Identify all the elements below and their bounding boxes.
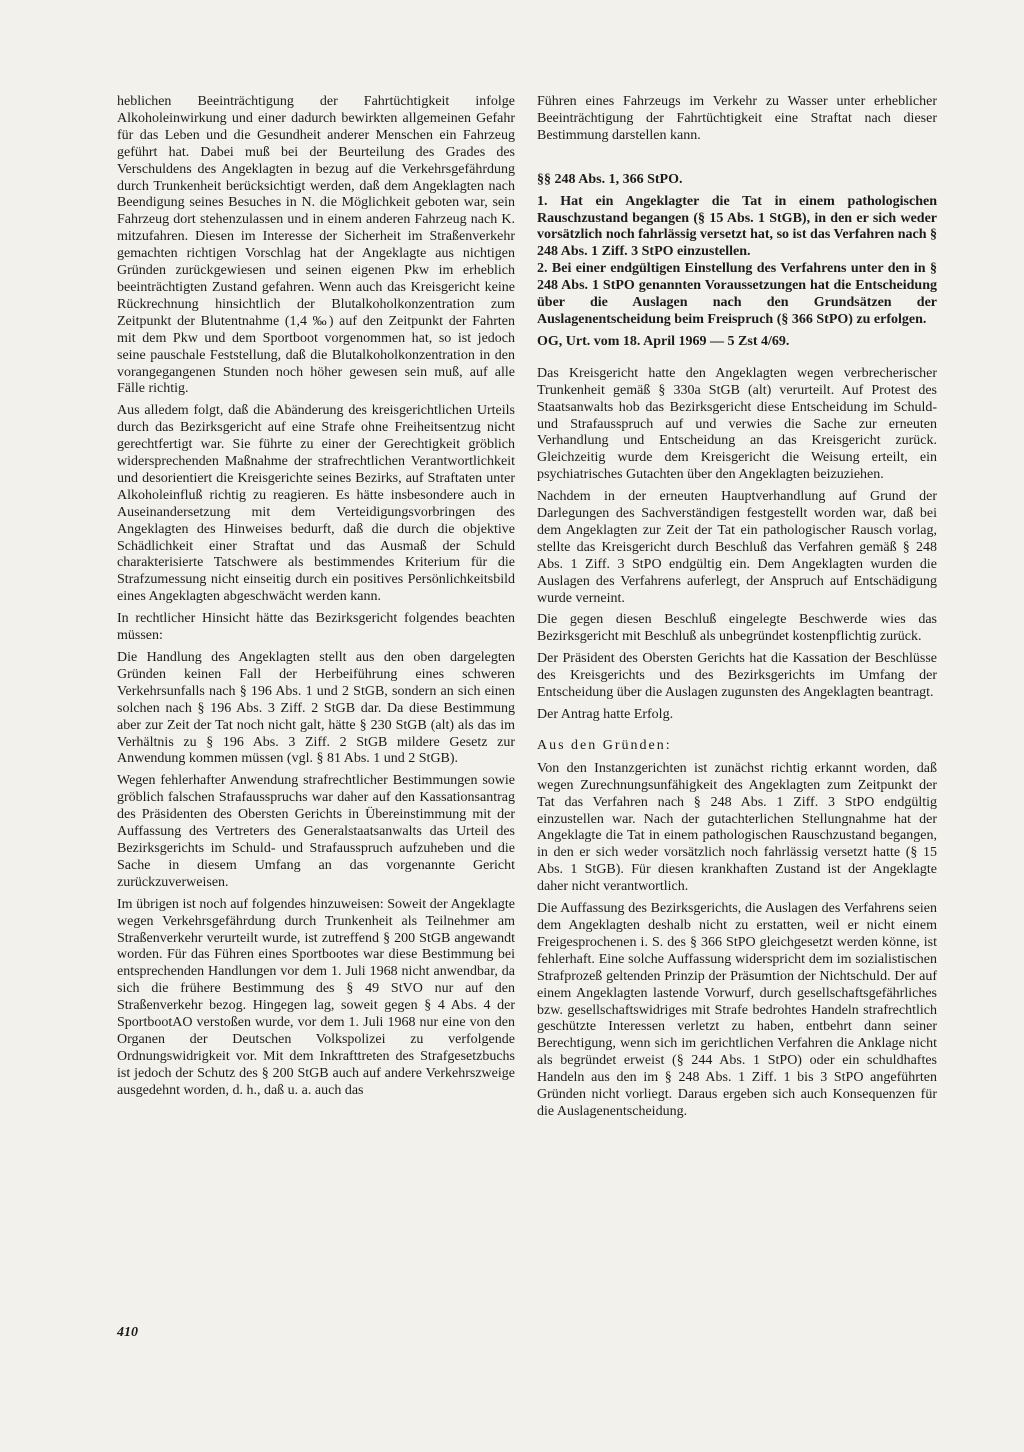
page-number: 410 (117, 1325, 138, 1340)
paragraph: In rechtlicher Hinsicht hätte das Bezirksgericht folgendes beachten müssen: (117, 611, 515, 644)
norm-heading: §§ 248 Abs. 1, 366 StPO. (537, 171, 683, 187)
paragraph: Im übrigen ist noch auf folgendes hinzuweisen: Soweit der Angeklagte wegen Verkehrsgefährdung durch Trunkenheit als Teilnehmer am Straßenverkehr verurteilt wurde, ist zutreffend § 200 StGB angewandt worden. Für das Führen eines Sportbootes war diese Bestimmung bei entsprechenden Handlungen vor dem 1. Juli 1968 nicht anwendbar, da sich die frühere Bestimmung des § 49 StVO nur auf den Straßenverkehr bezog. Hingegen lag, soweit gegen § 4 Abs. 4 der SportbootAO verstoßen wurde, vor dem 1. Juli 1968 nur eine von den Organen der Deutschen Volkspolizei zu verfolgende Ordnungswidrigkeit vor. Mit dem Inkrafttreten des Strafgesetzbuchs ist jedoch der Schutz des § 200 StGB auch auf andere Verkehrszweige ausgedehnt worden, d. h., daß u. a. auch das (117, 896, 515, 1098)
left-column (117, 94, 515, 1105)
reasons-paragraph: Die Auffassung des Bezirksgerichts, die Auslagen des Verfahrens seien dem Angeklagten deshalb nicht zu erstatten, weil er nicht einem Freigesprochenen i. S. des § 366 StPO gleichgesetzt werden könne, ist fehlerhaft. Eine solche Auffassung widerspricht dem im sozialistischen Strafprozeß geltenden Prinzip der Präsumtion der Nichtschuld. Der auf einem Angeklagten lastende Vorwurf, durch gesellschaftsgefährliches bzw. gesellschaftswidriges mit Strafe bedrohtes Handeln strafrechtlich geschützte Interessen verletzt zu haben, entbehrt dann seiner Berechtigung, wenn sich im gerichtlichen Verfahren die Anklage nicht als begründet erweist (§ 244 Abs. 1 StPO) oder ein schuldhaftes Handeln aus den im § 248 Abs. 1 Ziff. 1 bis 3 StPO angeführten Gründen nicht vorliegt. Daraus ergeben sich auch Konsequenzen für die Auslagenentscheidung. (537, 901, 937, 1119)
facts-paragraph: Der Antrag hatte Erfolg. (537, 707, 674, 722)
headnote-1: 1. Hat ein Angeklagter die Tat in einem pathologischen Rauschzustand begangen (§ 15 Abs. 1 StGB), in den er sich weder vorsätzlich noch fahrlässig versetzt hat, so ist das Verfahren nach § 248 Abs. 1 Ziff. 3 StPO einzustellen. (537, 193, 937, 260)
paragraph: heblichen Beeinträchtigung der Fahrtüchtigkeit infolge Alkoholeinwirkung und einer dadurch bewirkten allgemeinen Gefahr für das Leben und die Gesundheit anderer Menschen ein Fahrzeug geführt hat. Dabei muß bei der Beurteilung des Grades des Verschuldens des Angeklagten in bezug auf die Verkehrsgefährdung durch Trunkenheit berücksichtigt werden, daß dem Angeklagten nach Beendigung seines Besuches in N. die Möglichkeit geboten war, sein Fahrzeug dort stehenzulassen und in einem anderen Fahrzeug nach K. mitzufahren. Diesen im Interesse der Sicherheit im Straßenverkehr gemachten richtigen Vorschlag hat der Angeklagte aus nichtigen Gründen zurückgewiesen und seinen eigenen Pkw im erheblich beeinträchtigten Zustand gefahren. Wenn auch das Kreisgericht keine Rückrechnung hinsichtlich der Blutalkoholkonzentration zum Zeitpunkt der Blutentnahme (1,4 ‰) auf den Zeitpunkt der Fahrten mit dem Pkw und dem Sportboot vorgenommen hat, so ist jedoch seine pauschale Feststellung, daß die Blutalkoholkonzentration in den vorangegangenen Stunden noch höher gewesen sein muß, auf alle Fälle richtig. (117, 94, 515, 397)
facts-paragraph: Der Präsident des Obersten Gerichts hat die Kassation der Beschlüsse des Kreisgerichts und des Bezirksgerichts im Umfang der Entscheidung über die Auslagen zugunsten des Angeklagten beantragt. (537, 651, 937, 701)
paragraph: Aus alledem folgt, daß die Abänderung des kreisgerichtlichen Urteils durch das Bezirksgericht auf eine Strafe ohne Freiheitsentzug nicht gerechtfertigt war. Sie führte zu einer der Gerechtigkeit gröblich widersprechenden Maßnahme der strafrechtlichen Verantwortlichkeit und desorientiert die Kreisgerichte seines Bezirks, auf Straftaten unter Alkoholeinfluß richtig zu reagieren. Es hätte insbesondere auch in Auseinandersetzung mit dem Verteidigungsvorbringen des Angeklagten des Hinweises bedurft, daß die durch die objektive Schädlichkeit einer Straftat und das Ausmaß der Schuld charakterisierte Tatschwere als bestimmendes Kriterium für die Strafzumessung nicht einseitig durch ein positives Persönlichkeitsbild eines Angeklagten abgeschwächt werden kann. (117, 403, 515, 605)
decision-citation: OG, Urt. vom 18. April 1969 — 5 Zst 4/69. (537, 333, 790, 349)
facts-paragraph: Die gegen diesen Beschluß eingelegte Beschwerde wies das Bezirksgericht mit Beschluß als unbegründet kostenpflichtig zurück. (537, 612, 937, 645)
facts-paragraph: Nachdem in der erneuten Hauptverhandlung auf Grund der Darlegungen des Sachverständigen festgestellt worden war, daß bei dem Angeklagten zur Zeit der Tat ein pathologischer Rausch vorlag, stellte das Kreisgericht durch Beschluß das Verfahren gemäß § 248 Abs. 1 Ziff. 3 StPO endgültig ein. Dem Angeklagten wurden die Auslagen des Verfahrens auferlegt, der Anspruch auf Entschädigung wurde verneint. (537, 489, 937, 606)
spacer (537, 356, 937, 366)
paragraph: Wegen fehlerhafter Anwendung strafrechtlicher Bestimmungen sowie gröblich falschen Strafausspruchs war daher auf den Kassationsantrag des Präsidenten des Obersten Gerichts in Übereinstimmung mit der Auffassung des Vertreters des Generalstaatsanwalts das Urteil des Bezirksgerichts im Schuld- und Strafausspruch aufzuheben und die Sache in diesem Umfang an das vorgenannte Gericht zurückzuverweisen. (117, 773, 515, 890)
facts-paragraph: Das Kreisgericht hatte den Angeklagten wegen verbrecherischer Trunkenheit gemäß § 330a StGB (alt) verurteilt. Auf Protest des Staatsanwalts hob das Bezirksgericht diese Entscheidung im Schuld- und Strafausspruch auf und verwies die Sache zur erneuten Verhandlung und Entscheidung an das Kreisgericht zurück. Gleichzeitig wurde dem Kreisgericht die Weisung erteilt, ein psychiatrisches Gutachten über den Angeklagten beizuziehen. (537, 365, 937, 483)
continuation-paragraph: Führen eines Fahrzeugs im Verkehr zu Wasser unter erheblicher Beeinträchtigung der Fahrtüchtigkeit eine Straftat nach dieser Bestimmung darstellen kann. (537, 94, 937, 143)
paragraph: Die Handlung des Angeklagten stellt aus den oben dargelegten Gründen keinen Fall der Herbeiführung eines schweren Verkehrsunfalls nach § 196 Abs. 1 und 2 StGB, sondern an sich einen solchen nach § 196 Abs. 3 Ziff. 2 StGB dar. Da diese Bestimmung aber zur Zeit der Tat noch nicht galt, hätte § 230 StGB (alt) als das im Verhältnis zu § 196 Abs. 3 Ziff. 2 StGB mildere Gesetz zur Anwendung kommen müssen (vgl. § 81 Abs. 1 und 2 StGB). (117, 650, 515, 767)
reasons-paragraph: Von den Instanzgerichten ist zunächst richtig erkannt worden, daß wegen Zurechnungsunfähigkeit des Angeklagten zum Zeitpunkt der Tat das Verfahren nach § 248 Abs. 1 Ziff. 3 StPO endgültig einzustellen war. Nach der gutachterlichen Stellungnahme hat der Angeklagte die Tat in einem pathologischen Rauschzustand begangen, in den er sich weder vorsätzlich noch fahrlässig versetzt hatte (§ 15 Abs. 1 StGB). Für diesen krankhaften Zustand ist der Angeklagte daher nicht verantwortlich. (537, 760, 937, 895)
headnote-2: 2. Bei einer endgültigen Einstellung des Verfahrens unter den in § 248 Abs. 1 StPO genannten Voraussetzungen hat die Entscheidung über die Auslagen nach den Grundsätzen der Auslagenentscheidung beim Freispruch (§ 366 StPO) zu erfolgen. (537, 261, 937, 327)
right-column (537, 94, 937, 1126)
spacer (537, 150, 937, 172)
reasons-heading: Aus den Gründen: (537, 737, 672, 753)
